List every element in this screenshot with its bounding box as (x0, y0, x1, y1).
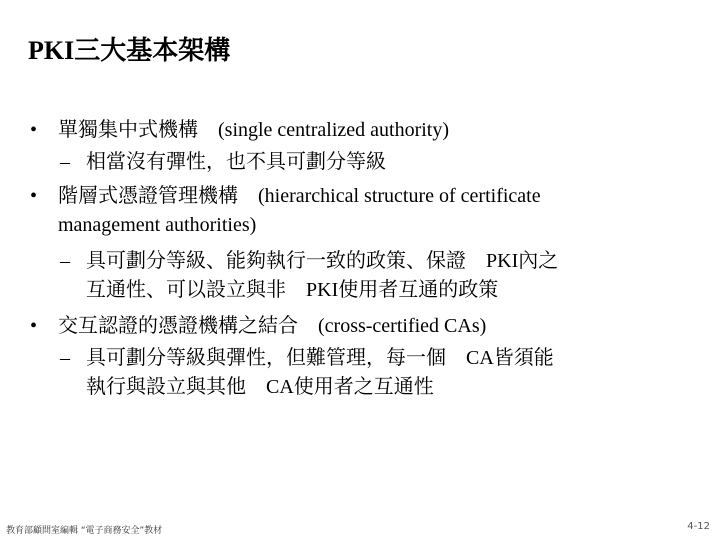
page-number: 4-12 (687, 521, 710, 532)
bullet-2-sub-1-line-1: 具可劃分等級、能夠執行一致的政策、保證 PKI內之 (86, 250, 559, 272)
bullet-3-sub-1-line-1: 具可劃分等級與彈性，但難管理，每一個 CA皆須能 (86, 347, 554, 369)
sub-bullet-marker: – (60, 347, 70, 369)
bullet-marker: • (30, 185, 38, 207)
sub-bullet-marker: – (60, 250, 70, 272)
bullet-marker: • (30, 119, 38, 141)
slide-title: PKI三大基本架構 (28, 36, 231, 65)
bullet-1-line-1: 單獨集中式機構 (single centralized authority) (58, 119, 450, 141)
bullet-2-sub-1-line-2: 互通性、可以設立與非 PKI使用者互通的政策 (86, 279, 499, 301)
bullet-3-sub-1-line-2: 執行與設立與其他 CA使用者之互通性 (86, 376, 434, 398)
bullet-2-line-2: management authorities) (58, 214, 257, 236)
bullet-2-line-1: 階層式憑證管理機構 (hierarchical structure of certificate (58, 185, 541, 207)
bullet-marker: • (30, 315, 38, 337)
bullet-1-sub-1-line-1: 相當沒有彈性，也不具可劃分等級 (86, 151, 386, 173)
bullet-3-line-1: 交互認證的憑證機構之結合 (cross-certified CAs) (58, 315, 487, 337)
sub-bullet-marker: – (60, 151, 70, 173)
footer-credit: 教育部顧問室編輯 “電子商務安全”教材 (6, 526, 163, 536)
